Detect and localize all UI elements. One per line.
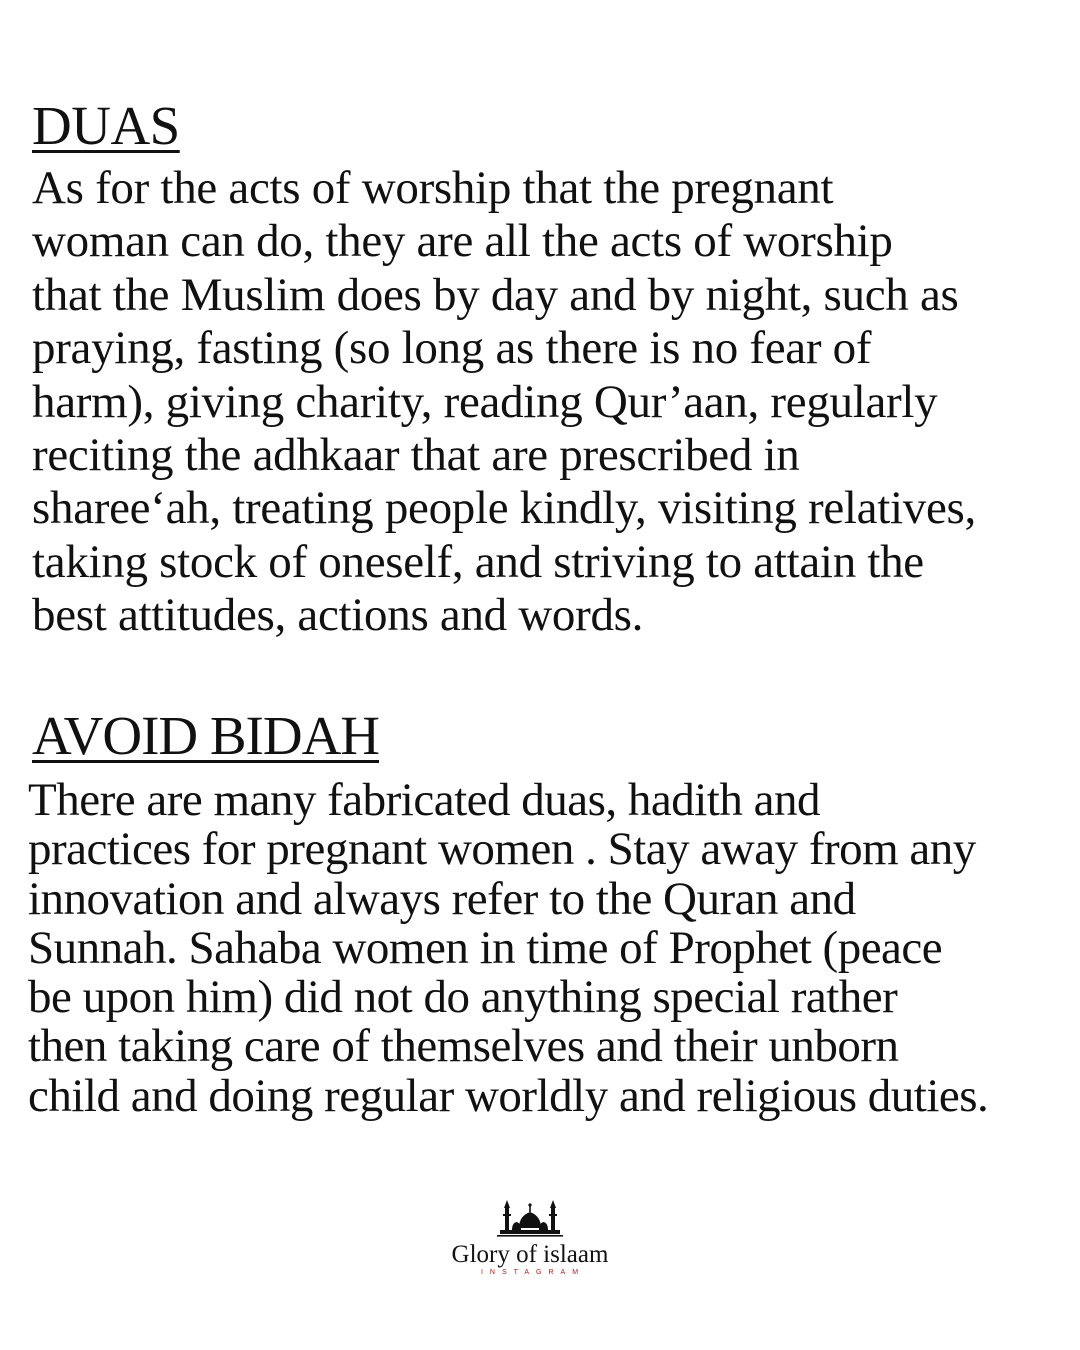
paragraph-line: then taking care of themselves and their unborn [28,1020,899,1073]
paragraph-line: There are many fabricated duas, hadith and [28,774,820,826]
paragraph-line: praying, fasting (so long as there is no fear of [32,322,872,375]
duas-heading: DUAS [32,95,180,156]
paragraph-line: practices for pregnant women . Stay away from any [28,823,976,876]
brand-name: Glory of islaam [451,1241,609,1268]
paragraph-line: be upon him) did not do anything special rather [28,971,898,1024]
paragraph-line: that the Muslim does by day and by night, such as [32,268,959,321]
paragraph-line: harm), giving charity, reading Qur’aan, regularly [32,375,938,428]
duas-paragraph [32,162,1072,643]
paragraph-line: Sunnah. Sahaba women in time of Prophet (peace [28,921,943,974]
paragraph-line: innovation and always refer to the Quran and [28,872,856,925]
mosque-icon [497,1198,563,1238]
paragraph-line: reciting the adhkaar that are prescribed in [32,429,800,482]
paragraph-line: child and doing regular worldly and religious duties. [28,1069,989,1122]
paragraph-line: sharee‘ah, treating people kindly, visiting relatives, [32,482,976,535]
paragraph-line: woman can do, they are all the acts of worship [32,215,893,268]
avoid-bidah-paragraph [28,776,1018,1121]
paragraph-line: best attitudes, actions and words. [32,589,644,642]
paragraph-line: As for the acts of worship that the pregnant [32,162,834,214]
avoid-bidah-heading: AVOID BIDAH [32,705,380,766]
paragraph-line: taking stock of oneself, and striving to attain the [32,535,924,588]
brand-subtitle: INSTAGRAM [480,1269,586,1276]
brand-logo [440,1198,620,1276]
